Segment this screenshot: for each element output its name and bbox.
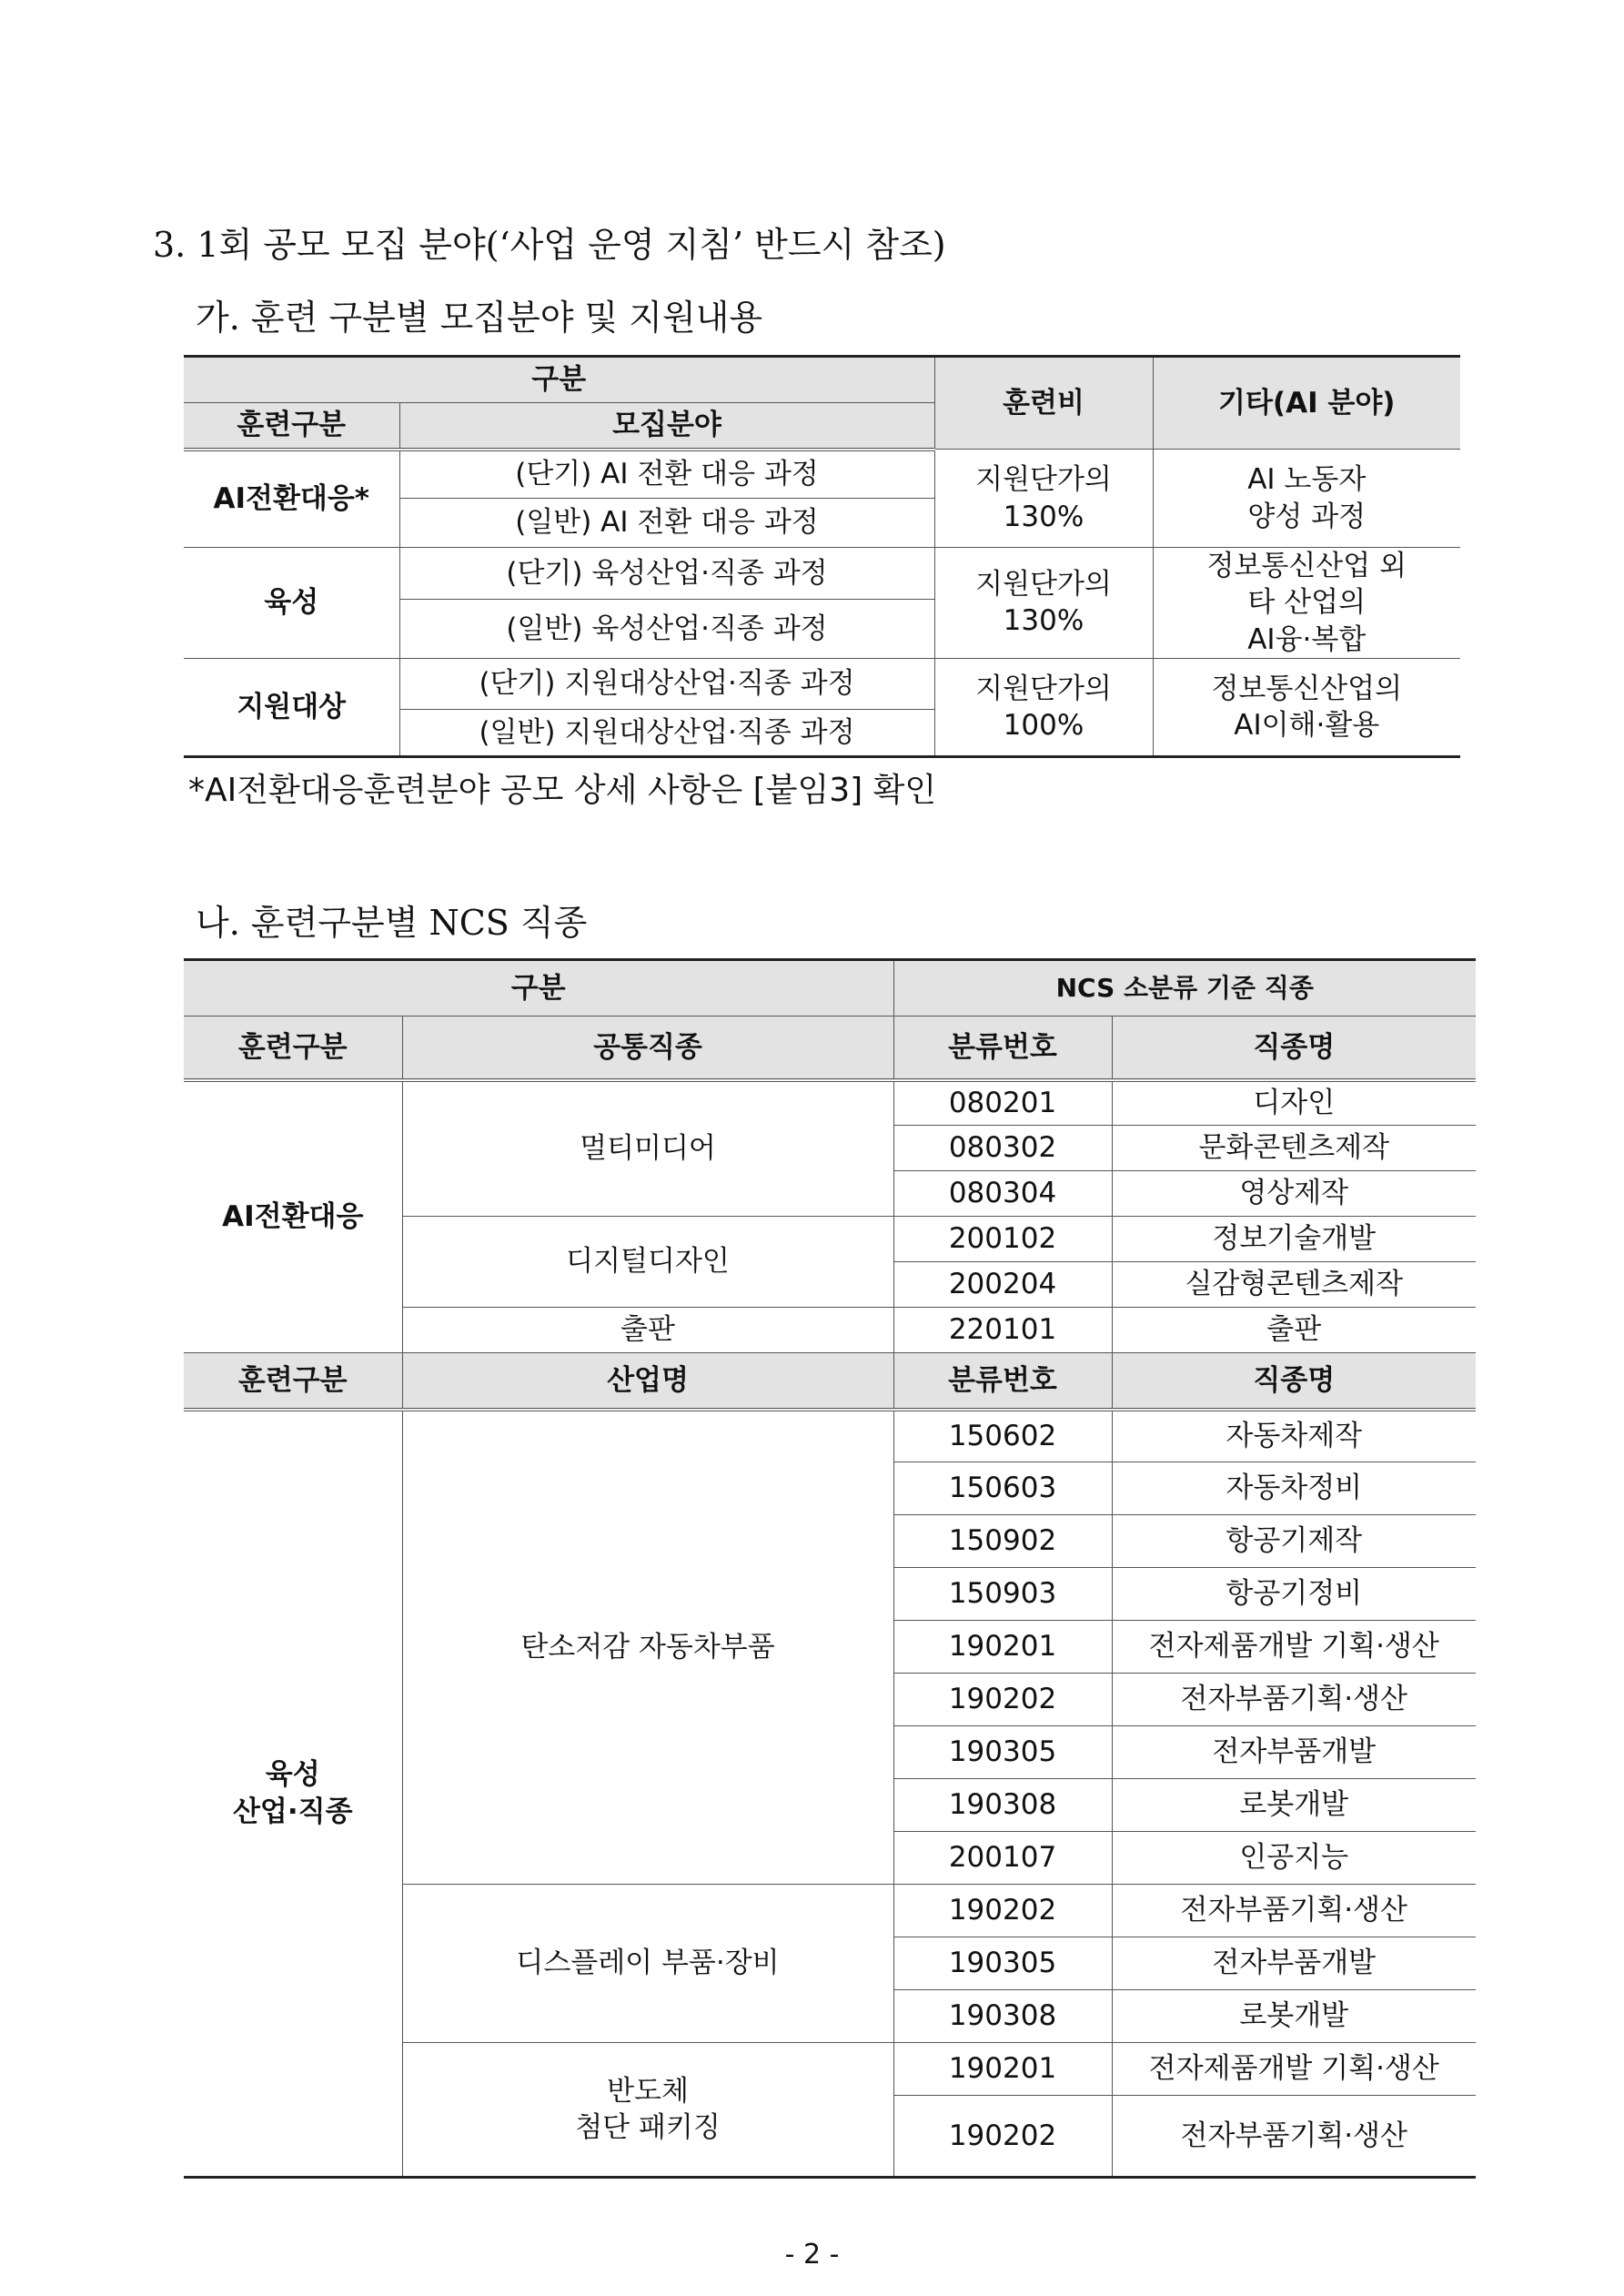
row-cost: 지원단가의 100% [934,658,1153,756]
row-field: (단기) 육성산업·직종 과정 [399,548,934,600]
code-cell: 150603 [893,1462,1112,1515]
header-job-name: 직종명 [1112,1017,1476,1080]
growth-type-cell: 육성 산업·직종 [184,1410,402,2178]
code-cell: 190308 [893,1990,1112,2043]
industry-cell: 디스플레이 부품·장비 [402,1885,893,2043]
code-cell: 200102 [893,1217,1112,1262]
job-name-cell: 항공기정비 [1112,1568,1476,1621]
code-cell: 150902 [893,1515,1112,1568]
code-cell: 190202 [893,1674,1112,1726]
job-name-cell: 자동차정비 [1112,1462,1476,1515]
subsection-b-title: 나. 훈련구분별 NCS 직종 [196,903,588,943]
ncs-job-table [184,958,1476,2179]
code-cell: 190202 [893,2096,1112,2178]
section-title: 3. 1회 공모 모집 분야(‘사업 운영 지침’ 반드시 참조) [153,225,946,265]
header-field: 모집분야 [399,403,934,450]
row-other: 정보통신산업 외 타 산업의 AI융·복합 [1153,548,1460,659]
job-name-cell: 전자제품개발 기획·생산 [1112,2043,1476,2096]
row-other: 정보통신산업의 AI이해·활용 [1153,658,1460,756]
row-field: (일반) AI 전환 대응 과정 [399,499,934,548]
row-cost: 지원단가의 130% [934,548,1153,659]
code-cell: 190308 [893,1779,1112,1832]
job-name-cell: 전자부품개발 [1112,1937,1476,1990]
header-training-type: 훈련구분 [184,1353,402,1410]
job-name-cell: 실감형콘텐츠제작 [1112,1262,1476,1308]
job-name-cell: 전자부품개발 [1112,1726,1476,1779]
code-cell: 150602 [893,1410,1112,1462]
code-cell: 200204 [893,1262,1112,1308]
job-name-cell: 정보기술개발 [1112,1217,1476,1262]
job-name-cell: 영상제작 [1112,1171,1476,1217]
code-cell: 220101 [893,1308,1112,1353]
industry-cell: 탄소저감 자동차부품 [402,1410,893,1885]
job-name-cell: 로봇개발 [1112,1990,1476,2043]
header-other: 기타(AI 분야) [1153,357,1460,450]
common-job-cell: 멀티미디어 [402,1080,893,1217]
ai-type-cell: AI전환대응 [184,1080,402,1353]
row-type: AI전환대응* [184,450,399,548]
common-job-cell: 디지털디자인 [402,1217,893,1308]
code-cell: 190201 [893,1621,1112,1674]
code-cell: 200107 [893,1832,1112,1885]
job-name-cell: 전자부품기획·생산 [1112,1885,1476,1937]
header-group: 구분 [184,960,893,1017]
industry-cell: 반도체 첨단 패키징 [402,2043,893,2178]
header-industry: 산업명 [402,1353,893,1410]
code-cell: 190305 [893,1937,1112,1990]
table-note: *AI전환대응훈련분야 공모 상세 사항은 [붙임3] 확인 [188,772,937,809]
code-cell: 190305 [893,1726,1112,1779]
code-cell: 080304 [893,1171,1112,1217]
header-code: 분류번호 [893,1017,1112,1080]
code-cell: 150903 [893,1568,1112,1621]
row-field: (단기) AI 전환 대응 과정 [399,450,934,499]
header-training-type: 훈련구분 [184,1017,402,1080]
row-other: AI 노동자 양성 과정 [1153,450,1460,548]
row-type: 육성 [184,548,399,659]
header-ncs: NCS 소분류 기준 직종 [893,960,1476,1017]
header-job-name: 직종명 [1112,1353,1476,1410]
job-name-cell: 전자제품개발 기획·생산 [1112,1621,1476,1674]
page-number: - 2 - [784,2239,840,2271]
job-name-cell: 디자인 [1112,1080,1476,1126]
common-job-cell: 출판 [402,1308,893,1353]
job-name-cell: 인공지능 [1112,1832,1476,1885]
row-field: (단기) 지원대상산업·직종 과정 [399,658,934,709]
job-name-cell: 항공기제작 [1112,1515,1476,1568]
job-name-cell: 문화콘텐츠제작 [1112,1126,1476,1171]
header-cost: 훈련비 [934,357,1153,450]
job-name-cell: 전자부품기획·생산 [1112,1674,1476,1726]
subsection-a-title: 가. 훈련 구분별 모집분야 및 지원내용 [196,298,763,338]
header-common-job: 공통직종 [402,1017,893,1080]
header-code: 분류번호 [893,1353,1112,1410]
row-cost: 지원단가의 130% [934,450,1153,548]
code-cell: 080302 [893,1126,1112,1171]
header-training-type: 훈련구분 [184,403,399,450]
header-group: 구분 [184,357,934,403]
job-name-cell: 로봇개발 [1112,1779,1476,1832]
row-field: (일반) 육성산업·직종 과정 [399,599,934,658]
code-cell: 190202 [893,1885,1112,1937]
code-cell: 190201 [893,2043,1112,2096]
row-type: 지원대상 [184,658,399,756]
training-field-table [184,355,1460,758]
job-name-cell: 출판 [1112,1308,1476,1353]
job-name-cell: 자동차제작 [1112,1410,1476,1462]
row-field: (일반) 지원대상산업·직종 과정 [399,709,934,756]
code-cell: 080201 [893,1080,1112,1126]
job-name-cell: 전자부품기획·생산 [1112,2096,1476,2178]
